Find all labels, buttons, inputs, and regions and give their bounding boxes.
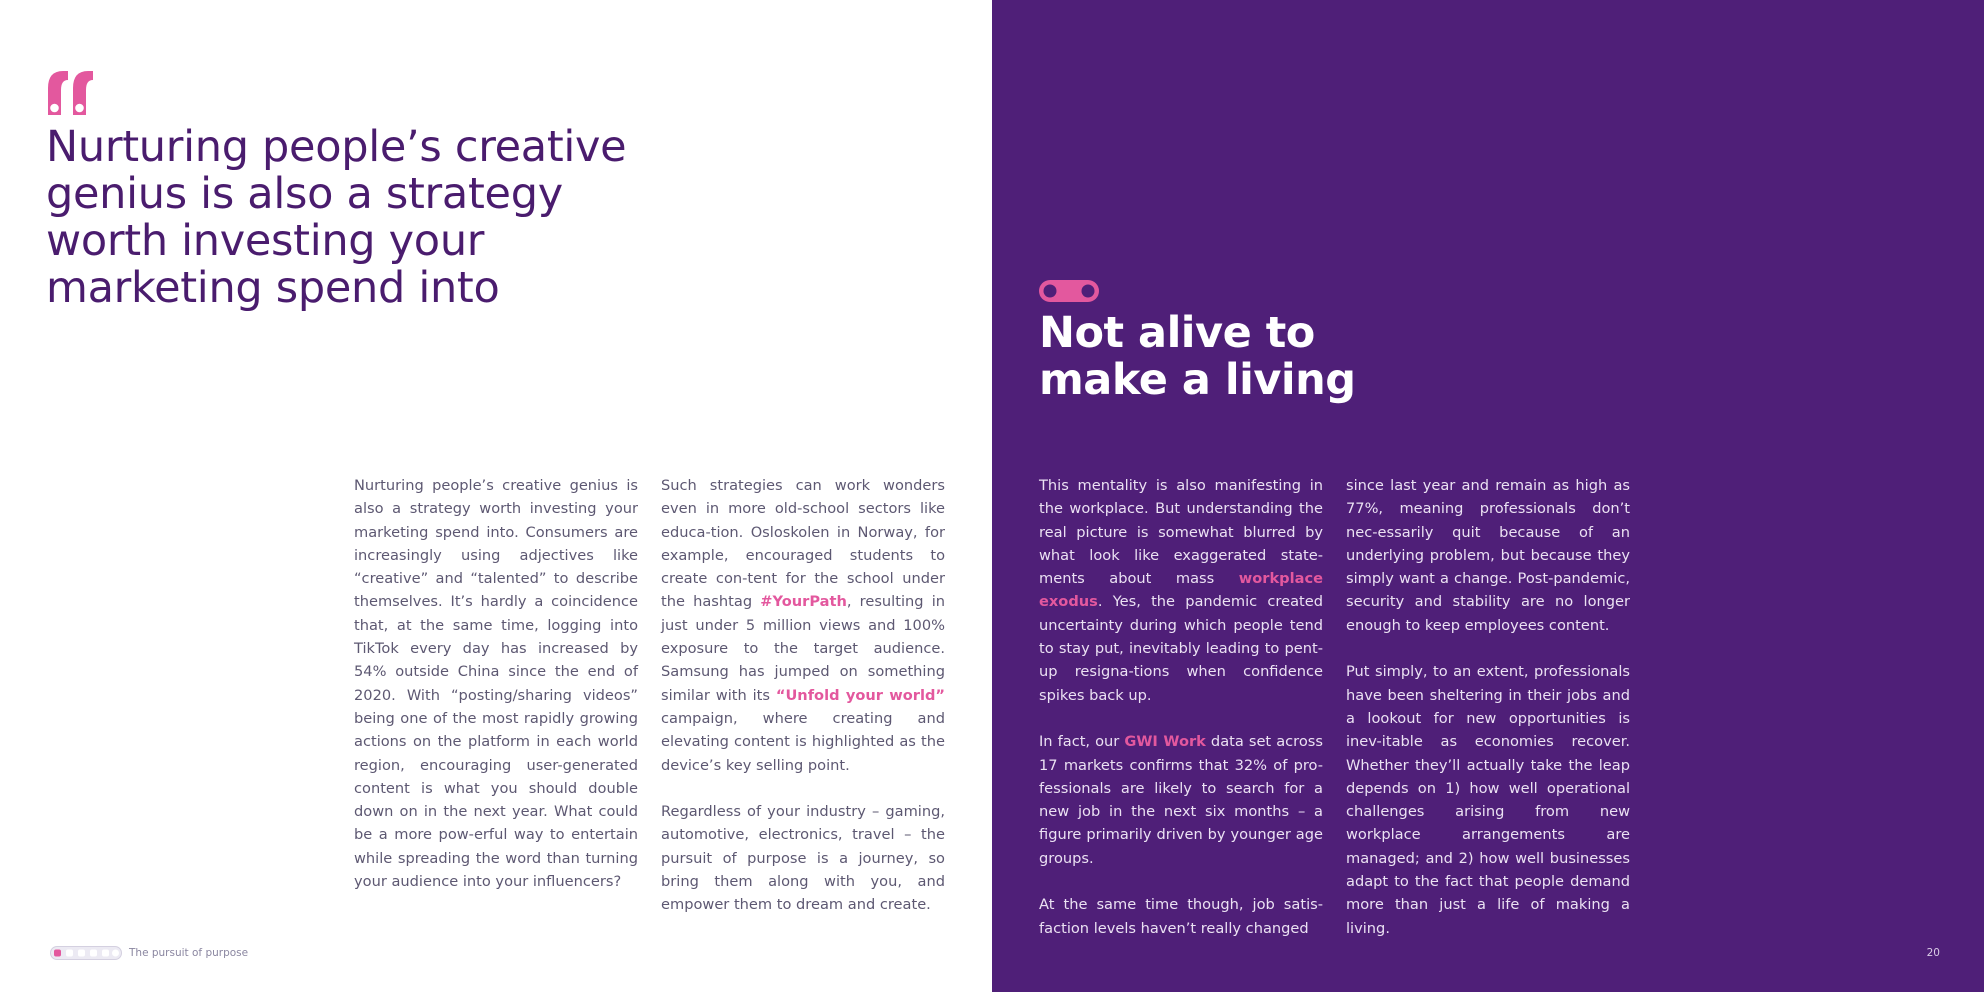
text-run: . Yes, the pandemic created uncertainty during which people tend to stay put, inevitably leading to pent-up resigna-tions when confidence spikes back up. [1039,593,1323,704]
body-column-2 [661,474,945,940]
text-run: campaign, where creating and elevating content is highlighted as the device’s key selling point. [661,709,945,774]
paragraph: Put simply, to an extent, professionals have been sheltering in their jobs and a lookout for new opportunities is inev-itable as economies recover. Whether they’ll actually take the leap depends on 1) how well operational challenges arising from new workplace arrangements are managed; and 2) how well businesses adapt to the fact that people demand more than just a life of making a living. [1346,663,1630,937]
link-gwi-work: GWI Work [1124,733,1206,751]
section-title-line-2: make a living [1039,355,1356,405]
progress-dots-icon [50,946,122,960]
paragraph [1039,730,1323,870]
section-title-line-1: Not alive to [1039,308,1315,358]
paragraph: At the same time though, job satis-faction levels haven’t really changed [1039,896,1323,937]
pull-quote: Nurturing people’s creative genius is also a strategy worth investing your marketing spend into [46,122,627,313]
link-workplace-exodus: workplace exodus [1039,570,1323,611]
text-run: In fact, our [1039,733,1125,751]
paragraph: Nurturing people’s creative genius is also a strategy worth investing your marketing spend into. Consumers are increasingly using adjectives like “creative” and “talented” to describe themselves. It’s hardly a coincidence that, at the same time, logging into TikTok every day has increased by 54% outside China since the end of 2020. With “posting/sharing videos” being one of the most rapidly growing actions on the platform in each world region, encouraging user-generated content is what you should double down on in the next year. What could be a more pow-erful way to entertain while spreading the word than turning your audience into your influencers? [354,477,638,891]
footer-section-label: The pursuit of purpose [129,947,249,959]
paragraph [1039,474,1323,707]
paragraph [661,474,945,777]
body-column-4 [1346,474,1630,963]
body-column-3 [1039,474,1323,963]
pill-toggle-icon [1039,280,1099,302]
text-run: data set across 17 markets confirms that 32% of pro-fessionals are likely to search for a new job in the next six months – a figure primarily driven by younger age groups. [1039,733,1323,867]
text-run: This mentality is also manifesting in the workplace. But understanding the real picture is somewhat blurred by what look like exaggerated state-ments about mass [1039,477,1323,588]
paragraph: since last year and remain as high as 77%, meaning professionals don’t nec-essarily quit because of an underlying problem, but because they simply want a change. Post-pandemic, security and stability are no longer enough to keep employees content. [1346,477,1630,634]
paragraph: Regardless of your industry – gaming, automotive, electronics, travel – the pursuit of purpose is a journey, so bring them along with you, and empower them to dream and create. [661,803,945,914]
text-run: Such strategies can work wonders even in more old-school sectors like educa-tion. Osloskolen in Norway, for example, encouraged students to create con-tent for the school under the hashtag [661,477,945,611]
campaign-unfold-your-world: “Unfold your world” [775,686,945,704]
section-title [1039,310,1539,404]
text-run: , resulting in just under 5 million views and 100% exposure to the target audience. Samsung has jumped on something similar with its [661,593,945,704]
hashtag-yourpath: #YourPath [760,593,847,611]
body-column-1 [354,474,638,917]
quote-marks-icon [46,68,96,118]
page-number: 20 [1926,947,1940,959]
